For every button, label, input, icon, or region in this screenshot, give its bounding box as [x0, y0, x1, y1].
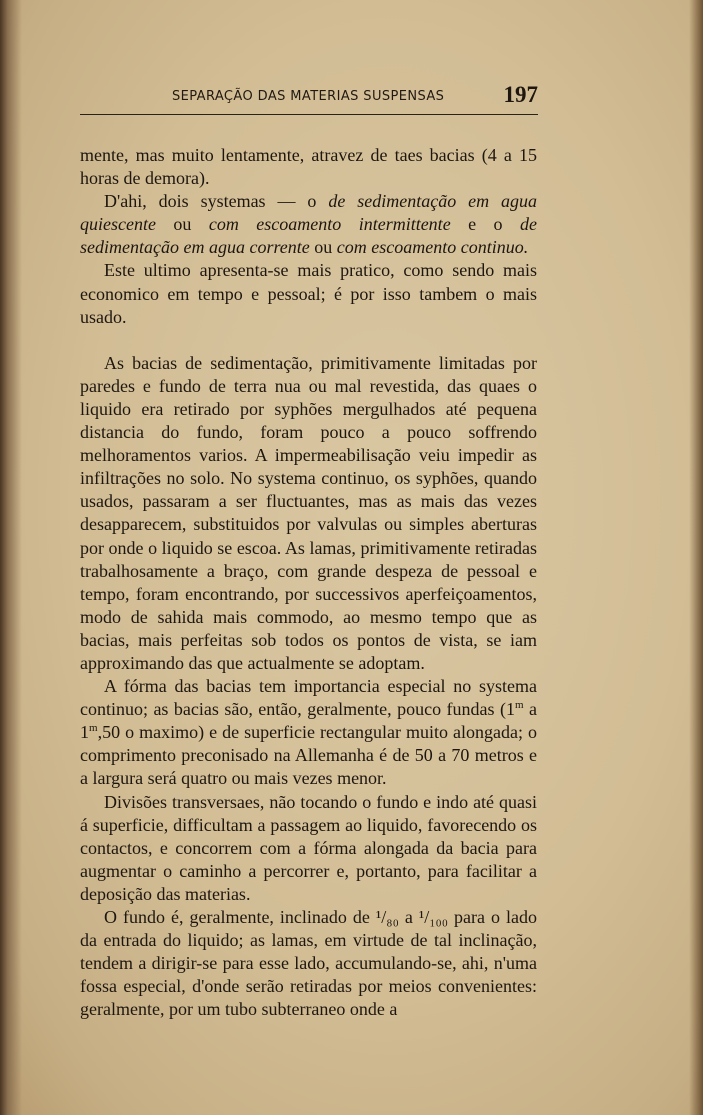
paragraph-basins-history: As bacias de sedimentação, primitivamente limitadas por paredes e fundo de terra nua ou mal revestida, das quaes o liquido era retirado por syphões mergulhados até pequena distancia do fundo, foram pouco a pouco soffrendo melhoramentos varios. A impermeabilisação veiu impedir as infiltrações no solo. No systema continuo, os syphões, quando usados, passaram a ser fluctuantes, mas as mais das vezes desapparecem, substituidos por valvulas ou simples aberturas por onde o liquido se escoa. As lamas, primitivamente retiradas trabalhosamente a braço, com grande despeza de pessoal e tempo, foram encontrando, por successivos aperfeiçoamentos, modo de sahida mais commodo, ao mesmo tempo que as bacias, mais perfeitas sob todos os pontos de vista, se iam approximando das que actualmente se adoptam.: [80, 352, 537, 673]
page-number: 197: [503, 82, 538, 107]
italic-term: de sedimentação em agua quiescente: [80, 191, 538, 235]
text-run: ,50 o maximo) e de superficie rectangular muito alongada; o comprimento preconisado na Allemanha é de 50 a 70 metros e a largura será quatro ou mais vezes menor.: [80, 722, 537, 789]
superscript-unit: m: [514, 699, 524, 712]
paragraph-systems: [80, 190, 537, 259]
text-run: A fórma das bacias tem importancia especial no systema continuo; as bacias são, então, geralmente, pouco fundas (1: [80, 676, 537, 720]
paragraph-basin-shape: [80, 675, 537, 790]
running-title: SEPARAÇÃO DAS MATERIAS SUSPENSAS: [172, 89, 445, 104]
text-run: ou: [309, 237, 337, 258]
body-text: [80, 144, 537, 1021]
superscript-unit: m: [89, 722, 98, 735]
italic-term: com escoamento continuo.: [336, 237, 529, 258]
text-run: e o: [450, 214, 520, 235]
text-run: ou: [155, 214, 209, 235]
paragraph-continuation: mente, mas muito lentamente, atravez de taes bacias (4 a 15 horas de demora).: [80, 145, 537, 189]
text-run: a 1: [80, 699, 537, 743]
italic-term: com escoamento intermittente: [208, 214, 451, 235]
paragraph-basin-floor: O fundo é, geralmente, inclinado de ¹/₈₀ a ¹/₁₀₀ para o lado da entrada do liquido; as lamas, em virtude de tal inclinação, tendem a dirigir-se para esse lado, accumulando-se, ahi, n'uma fossa especial, d'onde serão retiradas por meios convenientes: geralmente, por um tubo subterraneo onde a: [80, 907, 537, 1020]
paragraph-transverse-divisions: Divisões transversaes, não tocando o fundo e indo até quasi á superficie, difficultam a passagem ao liquido, favorecendo os contactos, e concorrem com a fórma alongada da bacia para augmentar o caminho a percorrer e, portanto, para facilitar a deposição das materias.: [80, 791, 537, 904]
paragraph-continuous-system: Este ultimo apresenta-se mais pratico, como sendo mais economico em tempo e pessoal; é por isso tambem o mais usado.: [80, 260, 537, 327]
page-header: [80, 82, 538, 115]
italic-term: de sedimentação em agua corrente: [80, 214, 537, 258]
text-run: D'ahi, dois systemas — o: [104, 191, 329, 212]
